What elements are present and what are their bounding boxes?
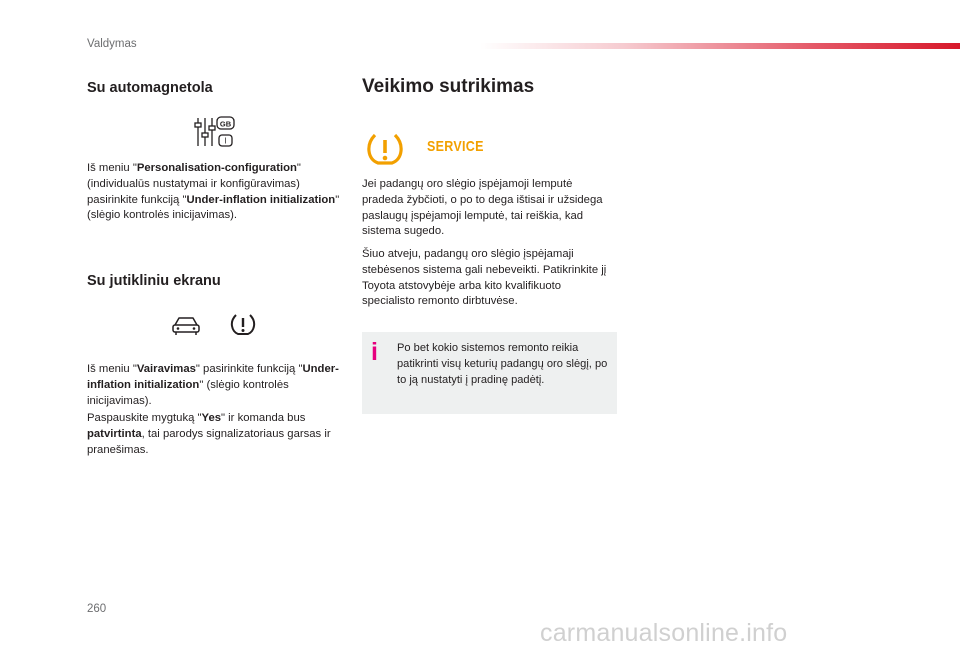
page-number: 260 <box>87 603 107 615</box>
heading-malfunction: Veikimo sutrikimas <box>362 76 535 97</box>
service-warning-label: SERVICE <box>427 138 484 155</box>
info-icon: i <box>371 338 378 366</box>
touchscreen-confirm-instructions: Paspauskite mygtuką "Yes" ir komanda bus patvirtinta, tai parodys signalizatoriaus garsas ir pranešimas. <box>87 412 331 456</box>
i-label: I <box>224 136 227 146</box>
section-title: Valdymas <box>87 38 137 50</box>
audio-instructions: Iš meniu "Personalisation-configuration" (individualūs nustatymai ir konfigūravimas) pasirinkite funkciją "Under-inflation initialization" (slėgio kontrolės inicijavimas). <box>87 162 340 222</box>
malfunction-description: Jei padangų oro slėgio įspėjamoji lemputė pradeda žybčioti, o po to dega ištisai ir užsidega paslaugų įspėjamoji lemputė, tai reiškia, kad sistema sugedo. <box>362 178 603 238</box>
touchscreen-menu-instructions: Iš meniu "Vairavimas" pasirinkite funkciją "Under-inflation initialization" (slėgio kontrolės inicijavimas). <box>87 363 339 407</box>
watermark: carmanualsonline.info <box>540 619 788 647</box>
gb-label: GB <box>219 119 232 129</box>
heading-touchscreen: Su jutikliniu ekranu <box>87 273 221 289</box>
audio-settings-icon <box>194 115 236 149</box>
car-driving-icon <box>171 315 201 337</box>
heading-audio: Su automagnetola <box>87 80 213 96</box>
info-note: Po bet kokio sistemos remonto reikia patikrinti visų keturių padangų oro slėgį, po to ją nustatyti į pradinę padėtį. <box>397 342 608 386</box>
malfunction-advice: Šiuo atveju, padangų oro slėgio įspėjamaji stebėsenos sistema gali nebeveikti. Patikrinkite jį Toyota atstovybėje arba kito kvalifikuoto specialisto remonto dirbtuvėse. <box>362 248 607 308</box>
tyre-pressure-warning-lamp-icon <box>366 132 404 168</box>
tyre-pressure-warning-icon <box>229 312 257 338</box>
header-accent-bar <box>480 43 960 49</box>
